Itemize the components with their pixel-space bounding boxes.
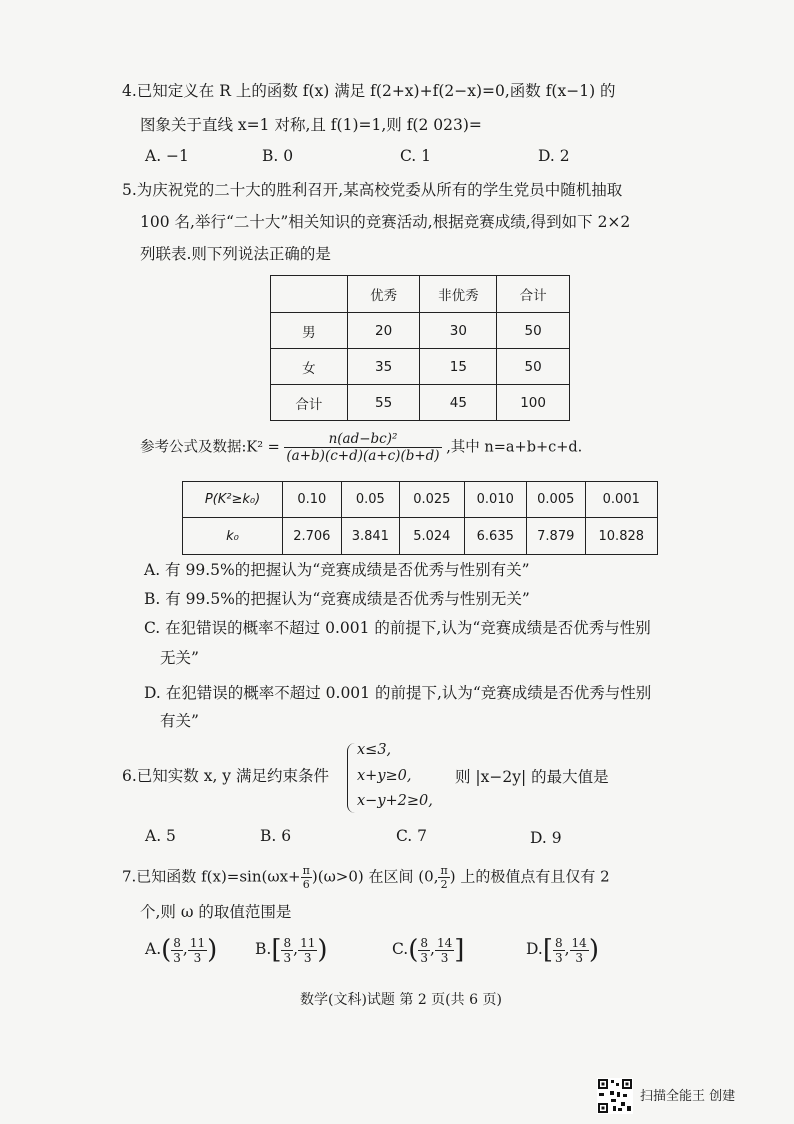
open-bracket: ( [408,935,419,965]
numerator: 11 [189,935,206,950]
denominator: 3 [193,950,202,965]
table-cell: 男 [271,313,348,349]
k-table-cell: 0.001 [585,482,657,518]
k-table-label: k₀ [183,518,283,555]
table-cell: 100 [497,385,570,421]
k-table-cell: 10.828 [585,518,657,555]
q4-line2: 图象关于直线 x=1 对称,且 f(1)=1,则 f(2 023)= [140,116,482,134]
constraint-brace [347,743,356,813]
q6-option-c: C. 7 [396,827,428,845]
q7-option-a: A.( $\frac{8}{3}$ , $\frac{11}{3}$ ) [145,935,218,965]
numerator: 11 [300,935,316,950]
q4-line1: 4.已知定义在 R 上的函数 f(x) 满足 f(2+x)+f(2−x)=0,函数 f(x−1) 的 [122,82,616,100]
q5-option-c-line1: C. 在犯错误的概率不超过 0.001 的前提下,认为“竞赛成绩是否优秀与性别 [144,619,651,637]
fraction [188,936,207,965]
option-label: B. [255,940,272,958]
q5-option-c-line2: 无关” [160,649,199,667]
option-label: A. [145,940,162,958]
open-bracket: [ [542,935,553,965]
table-cell: 55 [347,385,420,421]
formula-suffix: ,其中 n=a+b+c+d. [446,439,583,456]
constraint-3: x−y+2≥0, [357,793,433,809]
scanner-watermark: 扫描全能王 创建 [640,1089,736,1104]
numerator: 8 [283,935,292,950]
open-bracket: ( [161,935,172,965]
k-table-label: P(K²≥k₀) [183,482,283,518]
pi-over-6 [301,864,312,891]
close-bracket: ) [317,935,328,965]
q6-prefix: 6.已知实数 x, y 满足约束条件 [122,767,329,785]
k-table-cell: 0.025 [400,482,464,518]
q4-option-d: D. 2 [538,147,570,165]
q7-option-c: C.( $\frac{8}{3}$ , $\frac{14}{3}$ ] [392,935,465,965]
pi6-denominator: 6 [302,878,310,892]
fraction [281,936,293,965]
q6-option-b: B. 6 [260,827,292,845]
q5-option-a: A. 有 99.5%的把握认为“竞赛成绩是否优秀与性别有关” [144,561,530,579]
k-table-cell: 5.024 [400,518,464,555]
table-header-cell: 合计 [497,276,570,313]
q6-suffix: 则 |x−2y| 的最大值是 [455,768,609,786]
k-table-cell: 0.010 [464,482,526,518]
numerator: 8 [420,935,429,950]
q5-line3: 列联表.则下列说法正确的是 [140,245,331,263]
q6-option-a: A. 5 [145,827,176,845]
table-header-cell: 非优秀 [420,276,497,313]
close-bracket: ) [207,935,218,965]
fraction [171,936,183,965]
pi-over-2 [438,864,449,891]
q7-text-a: 7.已知函数 f(x)=sin(ωx+ [122,867,301,886]
pi2-numerator: π [440,864,448,877]
q4-option-c: C. 1 [400,147,432,165]
k-table-cell: 2.706 [283,518,342,555]
numerator: 14 [436,935,453,950]
denominator: 3 [440,950,449,965]
q5-option-d-line1: D. 在犯错误的概率不超过 0.001 的前提下,认为“竞赛成绩是否优秀与性别 [144,684,652,702]
formula-prefix: 参考公式及数据:K² = [140,439,280,456]
numerator: 8 [173,935,181,950]
fraction [553,936,565,965]
k-table-cell: 0.10 [283,482,342,518]
fraction [570,936,589,965]
q5-line1: 5.为庆祝党的二十大的胜利召开,某高校党委从所有的学生党员中随机抽取 [122,181,623,199]
q7-text-c: ) 上的极值点有且仅有 2 [449,867,610,886]
fraction [418,936,430,965]
q7-text-b: )(ω>0) 在区间 (0, [311,867,439,886]
option-label: D. [526,940,543,958]
q7-line2: 个,则 ω 的取值范围是 [140,903,292,921]
k-table-cell: 0.05 [341,482,400,518]
numerator: 8 [554,935,563,950]
q4-option-b: B. 0 [262,147,294,165]
option-label: C. [392,940,409,958]
denominator: 3 [173,950,181,965]
close-bracket: ) [588,935,599,965]
table-cell: 30 [420,313,497,349]
open-bracket: [ [271,935,282,965]
contingency-table [270,275,570,421]
constraint-2: x+y≥0, [357,768,412,784]
table-cell: 20 [347,313,420,349]
denominator: 3 [283,950,292,965]
reference-formula [140,431,582,464]
k-table-cell: 7.879 [526,518,585,555]
q6-option-d: D. 9 [530,829,562,847]
q7-option-d: D.[ $\frac{8}{3}$ , $\frac{14}{3}$ ) [526,935,599,965]
formula-numerator: n(ad−bc)² [284,431,441,448]
constraint-1: x≤3, [357,742,392,758]
q5-line2: 100 名,举行“二十大”相关知识的竞赛活动,根据竞赛成绩,得到如下 2×2 [140,213,631,231]
table-cell: 50 [497,349,570,385]
table-cell: 35 [347,349,420,385]
k-table-cell: 0.005 [526,482,585,518]
fraction [298,936,317,965]
table-cell: 15 [420,349,497,385]
page-footer: 数学(文科)试题 第 2 页(共 6 页) [300,992,502,1008]
q5-option-b: B. 有 99.5%的把握认为“竞赛成绩是否优秀与性别无关” [144,590,530,608]
pi6-numerator: π [302,864,310,877]
table-cell: 50 [497,313,570,349]
pi2-denominator: 2 [440,878,448,892]
table-cell: 女 [271,349,348,385]
denominator: 3 [303,950,312,965]
qr-code-icon [597,1078,633,1114]
k-critical-table [182,481,658,555]
q7-option-b: B.[ $\frac{8}{3}$ , $\frac{11}{3}$ ) [255,935,328,965]
denominator: 3 [554,950,563,965]
k-table-cell: 3.841 [341,518,400,555]
q5-option-d-line2: 有关” [160,712,199,730]
table-header-cell: 优秀 [347,276,420,313]
denominator: 3 [575,950,583,965]
table-cell: 45 [420,385,497,421]
formula-denominator: (a+b)(c+d)(a+c)(b+d) [286,448,440,465]
formula-fraction [284,431,441,464]
table-header-cell [271,276,348,313]
q4-option-a: A. −1 [145,147,189,165]
fraction [435,936,454,965]
numerator: 14 [571,935,587,950]
k-table-cell: 6.635 [464,518,526,555]
close-bracket: ] [454,935,465,965]
table-cell: 合计 [271,385,348,421]
q7-line1 [122,864,610,891]
denominator: 3 [420,950,429,965]
